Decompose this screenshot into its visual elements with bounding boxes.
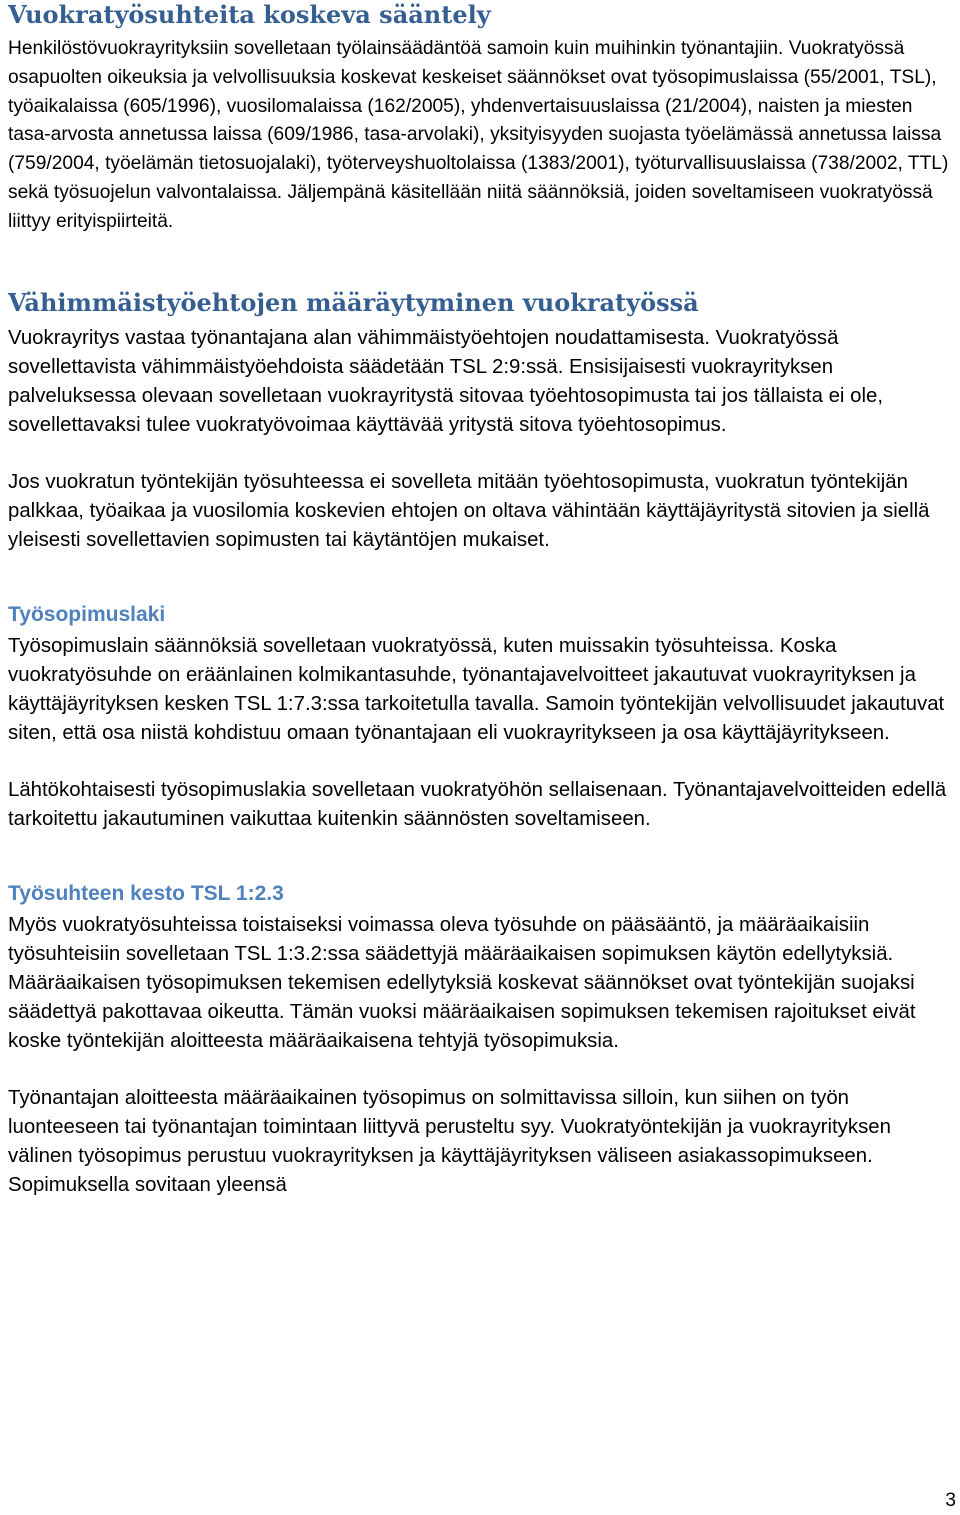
section-heading-employment-contracts-act: Työsopimuslaki: [8, 602, 166, 626]
paragraph-employment-contracts-act-1: Työsopimuslain säännöksiä sovelletaan vuokratyössä, kuten muissakin työsuhteissa. Koska vuokratyösuhde on eräänlainen kolmikantasuhde, työnantajavelvoitteet jakautuvat vuokrayrityksen ja käyttäjäyrityksen kesken TSL 1:7.3:ssa tarkoitetulla tavalla. Samoin työntekijän velvollisuudet jakautuvat siten, että osa niistä kohdistuu omaan työnantajaan eli vuokrayritykseen ja osa käyttäjäyritykseen.: [8, 634, 945, 744]
paragraph-minimum-terms-2: Jos vuokratun työntekijän työsuhteessa ei sovelleta mitään työehtosopimusta, vuokratun työntekijän palkkaa, työaikaa ja vuosilomia koskevien ehtojen on oltava vähintään käyttäjäyritystä sitovien ja siellä yleisesti sovellettavien sopimusten tai käytäntöjen mukaiset.: [8, 470, 930, 551]
section-heading-minimum-terms: Vähimmäistyöehtojen määräytyminen vuokratyössä: [8, 287, 699, 317]
paragraph-employment-contracts-act-2: Lähtökohtaisesti työsopimuslakia sovelletaan vuokratyöhön sellaisenaan. Työnantajavelvoitteiden edellä tarkoitettu jakautuminen vaikuttaa kuitenkin säännösten soveltamiseen.: [8, 778, 947, 830]
section-heading-employment-duration: Työsuhteen kesto TSL 1:2.3: [8, 881, 284, 905]
paragraph-minimum-terms-1: Vuokrayritys vastaa työnantajana alan vähimmäistyöehtojen noudattamisesta. Vuokratyössä sovellettavista vähimmäistyöehdoista säädetään TSL 2:9:ssä. Ensisijaisesti vuokrayrityksen palveluksessa olevaan sovelletaan vuokrayritystä sitovaa työehtosopimusta tai jos tällaista ei ole, sovellettavaksi tulee vuokratyövoimaa käyttävää yritystä sitova työehtosopimus.: [8, 326, 884, 436]
paragraph-regulation: Henkilöstövuokrayrityksiin sovelletaan työlainsäädäntöä samoin kuin muihinkin työnantajiin. Vuokratyössä osapuolten oikeuksia ja velvollisuuksia koskevat keskeiset säännökset ovat työsopimuslaissa (55/2001, TSL), työaikalaissa (605/1996), vuosilomalaissa (162/2005), yhdenvertaisuuslaissa (21/2004), naisten ja miesten tasa-arvosta annetussa laissa (609/1986, tasa-arvolaki), yksityisyyden suojasta työelämässä annetussa laissa (759/2004, työelämän tietosuojalaki), työterveyshuoltolaissa (1383/2001), työturvallisuuslaissa (738/2002, TTL) sekä työsuojelun valvontalaissa. Jäljempänä käsitellään niitä säännöksiä, joiden soveltamiseen vuokratyössä liittyy erityispiirteitä.: [8, 38, 949, 232]
document-page: [8, 0, 952, 1200]
paragraph-employment-duration-1: Myös vuokratyösuhteissa toistaiseksi voimassa oleva työsuhde on pääsääntö, ja määräaikaisiin työsuhteisiin sovelletaan TSL 1:3.2:ssa säädettyjä määräaikaisen sopimuksen käytön edellytyksiä. Määräaikaisen työsopimuksen tekemisen edellytyksiä koskevat säännökset ovat työntekijän suojaksi säädettyä pakottavaa oikeutta. Tämän vuoksi määräaikaisen sopimuksen tekemisen rajoitukset eivät koske työntekijän aloitteesta määräaikaisena tehtyjä työsopimuksia.: [8, 913, 916, 1052]
section-heading-regulation: Vuokratyösuhteita koskeva sääntely: [8, 0, 491, 29]
paragraph-employment-duration-2: Työnantajan aloitteesta määräaikainen työsopimus on solmittavissa silloin, kun siihen on työn luonteeseen tai työnantajan toimintaan liittyvä perusteltu syy. Vuokratyöntekijän ja vuokrayrityksen välinen työsopimus perustuu vuokrayrityksen ja käyttäjäyrityksen väliseen asiakassopimukseen. Sopimuksella sovitaan yleensä: [8, 1086, 891, 1196]
page-number: 3: [945, 1490, 956, 1511]
